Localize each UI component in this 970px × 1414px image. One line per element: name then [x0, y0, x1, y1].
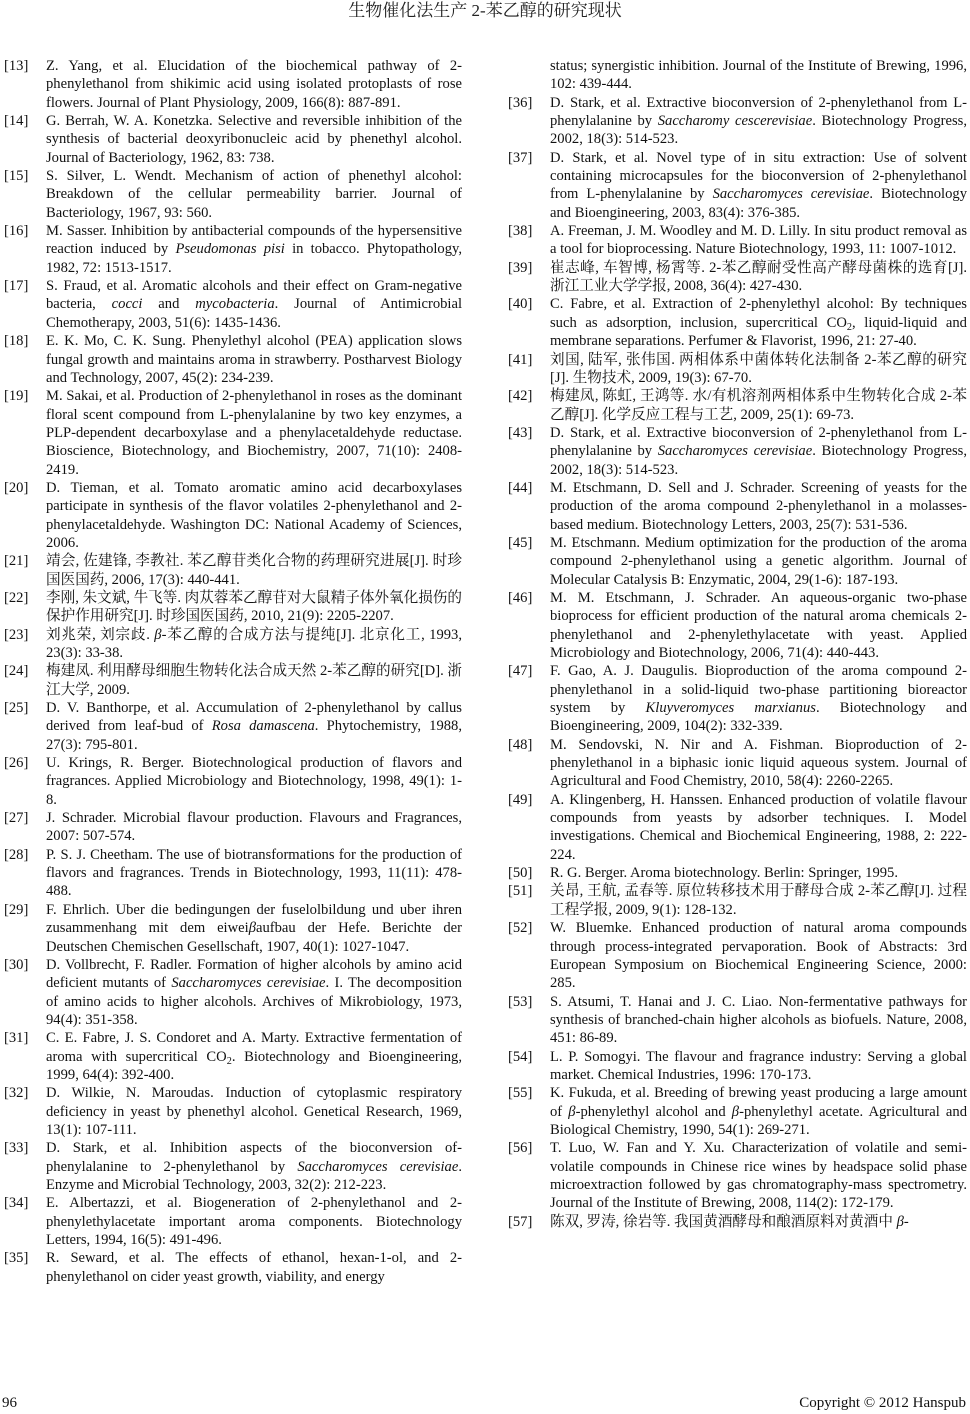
- reference-text: 梅建凤, 陈虹, 王鸿等. 水/有机溶剂两相体系中生物转化合成 2-苯乙醇[J]. 化学反应工程与工艺, 2009, 25(1): 69-73.: [550, 388, 967, 423]
- reference-item: [508, 736, 967, 791]
- reference-number: [46]: [508, 589, 533, 606]
- reference-text: A. Freeman, J. M. Woodley and M. D. Lilly. In situ product removal as a tool for bioprocessing. Nature Biotechnology, 1993, 11: 1007-1012.: [550, 223, 967, 258]
- reference-item: [508, 662, 967, 735]
- reference-number: [13]: [4, 58, 29, 74]
- reference-number: [22]: [4, 589, 29, 606]
- reference-item: [4, 809, 462, 846]
- reference-item: [4, 112, 462, 167]
- reference-item: [4, 479, 462, 552]
- reference-text: R. Seward, et al. The effects of ethanol, hexan-1-ol, and 2-phenylethanol on cider yeast growth, viability, and energy: [46, 1250, 462, 1285]
- reference-number: [40]: [508, 296, 533, 313]
- reference-text: D. Wilkie, N. Maroudas. Induction of cytoplasmic respiratory deficiency in yeast by phenethyl alcohol. Genetical Research, 1969, 13(1): 107-111.: [46, 1085, 462, 1138]
- reference-number: [56]: [508, 1140, 533, 1157]
- reference-number: [38]: [508, 223, 533, 240]
- reference-text: D. Tieman, et al. Tomato aromatic amino acid decarboxylases participate in synthesis of the flavor volatiles 2-phenylethanol and 2-phenylacetaldehyde. Washington DC: National Academy of Sciences, 2006.: [46, 479, 462, 551]
- reference-text: D. Vollbrecht, F. Radler. Formation of higher alcohols by amino acid deficient mutants of Saccharomyces cerevisiae. I. The decomposition of amino acids to higher alcohols. Archives of Mikrobiology, 1973, 94(4): 351-358.: [46, 956, 462, 1028]
- reference-number: [53]: [508, 993, 533, 1010]
- reference-text: M. Etschmann, D. Sell and J. Schrader. Screening of yeasts for the production of the aroma compound 2-phenylethanol in a molasses-based medium. Biotechnology Letters, 2003, 25(7): 531-536.: [550, 479, 967, 533]
- reference-item: [4, 552, 462, 589]
- reference-text: A. Klingenberg, H. Hanssen. Enhanced production of volatile flavour compounds from yeasts by adsorber techniques. I. Model investigations. Chemical and Biochemical Engineering, 1988, 2: 222-224.: [550, 791, 967, 863]
- reference-item: [508, 882, 967, 919]
- reference-item: [508, 424, 967, 479]
- reference-number: [49]: [508, 791, 533, 808]
- reference-number: [35]: [4, 1250, 29, 1267]
- reference-number: [30]: [4, 956, 29, 973]
- reference-item: [508, 1139, 967, 1212]
- reference-item: [508, 222, 967, 259]
- reference-text: D. Stark, et al. Inhibition aspects of the bioconversion of-phenylalanine to 2-phenylethanol by Saccharomyces cerevisiae. Enzyme and Microbial Technology, 2003, 32(2): 212-223.: [46, 1140, 462, 1193]
- reference-text: 刘国, 陆军, 张伟国. 两相体系中菌体转化法制备 2-苯乙醇的研究[J]. 生物技术, 2009, 19(3): 67-70.: [550, 351, 967, 386]
- reference-text: J. Schrader. Microbial flavour production. Flavours and Fragrances, 2007: 507-574.: [46, 810, 462, 845]
- reference-item: [508, 94, 967, 149]
- reference-text: M. Sakai, et al. Production of 2-phenylethanol in roses as the dominant floral scent compound from L-phenylalanine by two key enzymes, a PLP-dependent decarboxylase and a phenylacetaldehyde reductase. Bioscience, Biotechnology, and Biochemistry, 2007, 71(10): 2408-2419.: [46, 388, 462, 478]
- reference-text: 陈双, 罗涛, 徐岩等. 我国黄酒酵母和酿酒原料对黄酒中 β-: [550, 1213, 909, 1230]
- reference-item: [508, 864, 967, 882]
- reference-text: C. Fabre, et al. Extraction of 2-phenylethyl alcohol: By techniques such as adsorption, inclusion, supercritical $CO_2$, liquid-liquid and membrane separations. Perfumer & Flavorist, 1996, 21: 27-40.: [550, 296, 967, 350]
- reference-item: [4, 699, 462, 754]
- reference-text: R. G. Berger. Aroma biotechnology. Berlin: Springer, 1995.: [550, 865, 898, 882]
- reference-item: [4, 846, 462, 901]
- reference-item: [508, 295, 967, 350]
- reference-item: [508, 351, 967, 388]
- page-number: 96: [2, 1395, 17, 1411]
- reference-item: [508, 1213, 967, 1231]
- reference-item: [4, 222, 462, 277]
- reference-number: [21]: [4, 553, 29, 570]
- reference-text: W. Bluemke. Enhanced production of natural aroma compounds through process-integrated pervaporation. Book of Abstracts: 3rd European Symposium on Biochemical Engineering Science, 2000: 285.: [550, 920, 967, 992]
- reference-item: [4, 387, 462, 479]
- reference-text: D. V. Banthorpe, et al. Accumulation of 2-phenylethanol by callus derived from leaf-bud of Rosa damascena. Phytochemistry, 1988, 27(3): 795-801.: [46, 700, 463, 753]
- reference-number: [45]: [508, 534, 533, 551]
- reference-text: E. Albertazzi, et al. Biogeneration of 2-phenylethanol and 2-phenylethylacetate important aroma components. Biotechnology Letters, 1994, 16(5): 491-496.: [46, 1195, 462, 1248]
- reference-item: [4, 956, 462, 1029]
- reference-item: [4, 589, 462, 626]
- reference-item: [508, 589, 967, 662]
- reference-item: [4, 901, 462, 956]
- running-header-title: 生物催化法生产 2-苯乙醇的研究现状: [348, 1, 622, 20]
- reference-number: [33]: [4, 1140, 29, 1157]
- reference-list-left-column: [4, 57, 462, 1286]
- reference-number: [25]: [4, 700, 29, 717]
- reference-item: [4, 167, 462, 222]
- reference-number: [52]: [508, 920, 533, 937]
- reference-item: [508, 534, 967, 589]
- reference-item: [508, 993, 967, 1048]
- reference-item: [4, 277, 462, 332]
- reference-text: C. E. Fabre, J. S. Condoret and A. Marty. Extractive fermentation of aroma with supercritical $CO_2$. Biotechnology and Bioengineering, 1999, 64(4): 392-400.: [46, 1030, 463, 1083]
- reference-number: [47]: [508, 663, 533, 680]
- reference-item: [4, 57, 462, 112]
- reference-number: [27]: [4, 810, 29, 827]
- reference-number: [42]: [508, 388, 533, 405]
- reference-text: L. P. Somogyi. The flavour and fragrance industry: Serving a global market. Chemical Industries, 1996: 170-173.: [550, 1048, 967, 1083]
- reference-number: [24]: [4, 663, 29, 680]
- reference-text: 刘兆荣, 刘宗歧. β-苯乙醇的合成方法与提纯[J]. 北京化工, 1993, 23(3): 33-38.: [46, 626, 462, 661]
- reference-number: [31]: [4, 1030, 29, 1047]
- reference-number: [15]: [4, 168, 29, 185]
- reference-item: [4, 332, 462, 387]
- reference-item: [4, 1084, 462, 1139]
- reference-item: [508, 479, 967, 534]
- reference-text: D. Stark, et al. Novel type of in situ extraction: Use of solvent containing microcapsules for the bioconversion of 2-phenylethanol from L-phenylalanine by Saccharomyces cerevisiae. Biotechnology and Bioengineering, 2003, 83(4): 376-385.: [550, 149, 967, 221]
- reference-text: M. Sasser. Inhibition by antibacterial compounds of the hypersensitive reaction induced by Pseudomonas pisi in tobacco. Phytopathology, 1982, 72: 1513-1517.: [46, 223, 463, 276]
- reference-item: [4, 1029, 462, 1084]
- reference-text: M. Etschmann. Medium optimization for the production of the aroma compound 2-phenylethanol using a genetic algorithm. Journal of Molecular Catalysis B: Enzymatic, 2004, 29(1-6): 187-193.: [550, 534, 967, 588]
- reference-text: E. K. Mo, C. K. Sung. Phenylethyl alcohol (PEA) application slows fungal growth and maintains aroma in strawberry. Postharvest Biology and Technology, 2007, 45(2): 234-239.: [46, 333, 462, 386]
- reference-number: [48]: [508, 736, 533, 753]
- reference-item: [508, 919, 967, 992]
- reference-item: [508, 791, 967, 864]
- reference-number: [41]: [508, 351, 533, 368]
- reference-text: D. Stark, et al. Extractive bioconversion of 2-phenylethanol from L-phenylalanine by Saccharomyces cerevisiae. Biotechnology Progress, 2002, 18(3): 514-523.: [550, 424, 967, 478]
- reference-text: Z. Yang, et al. Elucidation of the biochemical pathway of 2-phenylethanol from shikimic acid using isolated protoplasts of rose flowers. Journal of Plant Physiology, 2009, 166(8): 887-891.: [46, 58, 462, 111]
- reference-text: 李刚, 朱文斌, 牛飞等. 肉苁蓉苯乙醇苷对大鼠精子体外氧化损伤的保护作用研究[J]. 时珍国医国药, 2010, 21(9): 2205-2207.: [46, 589, 462, 625]
- reference-item: [508, 1084, 967, 1139]
- reference-text: G. Berrah, W. A. Konetzka. Selective and reversible inhibition of the synthesis of bacterial deoxyribonucleic acid by phenethyl alcohol. Journal of Bacteriology, 1962, 83: 738.: [46, 113, 462, 166]
- reference-number: [37]: [508, 149, 533, 166]
- reference-text: 崔志峰, 车智博, 杨霄等. 2-苯乙醇耐受性高产酵母菌株的选育[J]. 浙江工业大学学报, 2008, 36(4): 427-430.: [550, 259, 967, 295]
- reference-item: [508, 259, 967, 296]
- reference-text: F. Gao, A. J. Daugulis. Bioproduction of the aroma compound 2-phenylethanol in a solid-liquid two-phase partitioning bioreactor system by Kluyveromyces marxianus. Biotechnology and Bioengineering, 2009, 104(2): 332-339.: [550, 663, 967, 735]
- reference-item: [4, 1249, 462, 1286]
- reference-text: M. M. Etschmann, J. Schrader. An aqueous-organic two-phase bioprocess for efficient production of the natural aroma chemicals 2-phenylethanol and 2-phenylethylacetate with yeast. Applied Microbiology and Biotechnology, 2006, 71(4): 440-443.: [550, 589, 967, 661]
- reference-text: U. Krings, R. Berger. Biotechnological production of flavors and fragrances. Applied Microbiology and Biotechnology, 1998, 49(1): 1-8.: [46, 755, 462, 808]
- reference-item: [4, 1139, 462, 1194]
- reference-text: S. Atsumi, T. Hanai and J. C. Liao. Non-fermentative pathways for synthesis of branched-chain higher alcohols as biofuels. Nature, 2008, 451: 86-89.: [550, 993, 967, 1047]
- reference-text: T. Luo, W. Fan and Y. Xu. Characterization of volatile and semi-volatile compounds in Chinese rice wines by headspace solid phase microextraction followed by gas chromatography-mass spectrometry. Journal of the Institute of Brewing, 2008, 114(2): 172-179.: [550, 1140, 967, 1212]
- reference-text: D. Stark, et al. Extractive bioconversion of 2-phenylethanol from L-phenylalanine by Saccharomy cescerevisiae. Biotechnology Progress, 2002, 18(3): 514-523.: [550, 94, 967, 148]
- reference-number: [34]: [4, 1195, 29, 1212]
- reference-number: [14]: [4, 113, 29, 130]
- reference-number: [23]: [4, 626, 29, 643]
- reference-item: [508, 1048, 967, 1085]
- reference-list-right-column: [508, 57, 967, 1231]
- reference-number: [32]: [4, 1085, 29, 1102]
- reference-number: [19]: [4, 388, 29, 405]
- reference-item: [4, 662, 462, 699]
- reference-number: [43]: [508, 424, 533, 441]
- reference-number: [36]: [508, 94, 533, 111]
- reference-item: [508, 387, 967, 424]
- reference-text: 靖会, 佐建锋, 李教社. 苯乙醇苷类化合物的药理研究进展[J]. 时珍国医国药, 2006, 17(3): 440-441.: [46, 553, 462, 588]
- reference-number: [51]: [508, 883, 533, 900]
- reference-number: [54]: [508, 1048, 533, 1065]
- reference-item: [4, 754, 462, 809]
- copyright-notice: Copyright © 2012 Hanspub: [799, 1395, 966, 1411]
- reference-number: [28]: [4, 846, 29, 863]
- reference-continuation: status; synergistic inhibition. Journal of the Institute of Brewing, 1996, 102: 439-444.: [550, 58, 967, 93]
- reference-item: [4, 626, 462, 663]
- reference-text: 梅建凤. 利用酵母细胞生物转化法合成天然 2-苯乙醇的研究[D]. 浙江大学, 2009.: [46, 663, 462, 698]
- reference-number: [57]: [508, 1213, 533, 1230]
- reference-number: [18]: [4, 333, 29, 350]
- reference-number: [16]: [4, 223, 29, 240]
- reference-number: [39]: [508, 259, 533, 276]
- reference-number: [26]: [4, 755, 29, 772]
- reference-text: S. Fraud, et al. Aromatic alcohols and their effect on Gram-negative bacteria, cocci and mycobacteria. Journal of Antimicrobial Chemotherapy, 2003, 51(6): 1435-1436.: [46, 278, 462, 331]
- reference-number: [50]: [508, 865, 533, 882]
- reference-text: M. Sendovski, N. Nir and A. Fishman. Bioproduction of 2-phenylethanol in a biphasic ionic liquid aqueous system. Journal of Agricultural and Food Chemistry, 2010, 58(4): 2260-2265.: [550, 736, 967, 790]
- reference-number: [29]: [4, 901, 29, 918]
- reference-item: [508, 149, 967, 222]
- reference-text: S. Silver, L. Wendt. Mechanism of action of phenethyl alcohol: Breakdown of the cellular permeability barrier. Journal of Bacteriology, 1967, 93: 560.: [46, 168, 462, 221]
- reference-number: [20]: [4, 479, 29, 496]
- reference-number: [44]: [508, 479, 533, 496]
- reference-text: F. Ehrlich. Uber die bedingungen der fuselolbildung und uber ihren zusammenhang mit dem eiweiβaufbau der Hefe. Berichte der Deutschen Chemischen Gesellschaft, 1907, 40(1): 1027-1047.: [46, 901, 462, 955]
- reference-text: K. Fukuda, et al. Breeding of brewing yeast producing a large amount of β-phenylethyl alcohol and β-phenylethyl acetate. Agricultural and Biological Chemistry, 1990, 54(1): 269-271.: [550, 1085, 967, 1138]
- reference-text: 关昂, 王航, 孟春等. 原位转移技术用于酵母合成 2-苯乙醇[J]. 过程工程学报, 2009, 9(1): 128-132.: [550, 883, 967, 918]
- reference-number: [55]: [508, 1085, 533, 1102]
- reference-item: [4, 1194, 462, 1249]
- reference-number: [17]: [4, 278, 29, 295]
- reference-text: P. S. J. Cheetham. The use of biotransformations for the production of flavors and fragrances. Trends in Biotechnology, 1993, 11(11): 478-488.: [46, 846, 462, 900]
